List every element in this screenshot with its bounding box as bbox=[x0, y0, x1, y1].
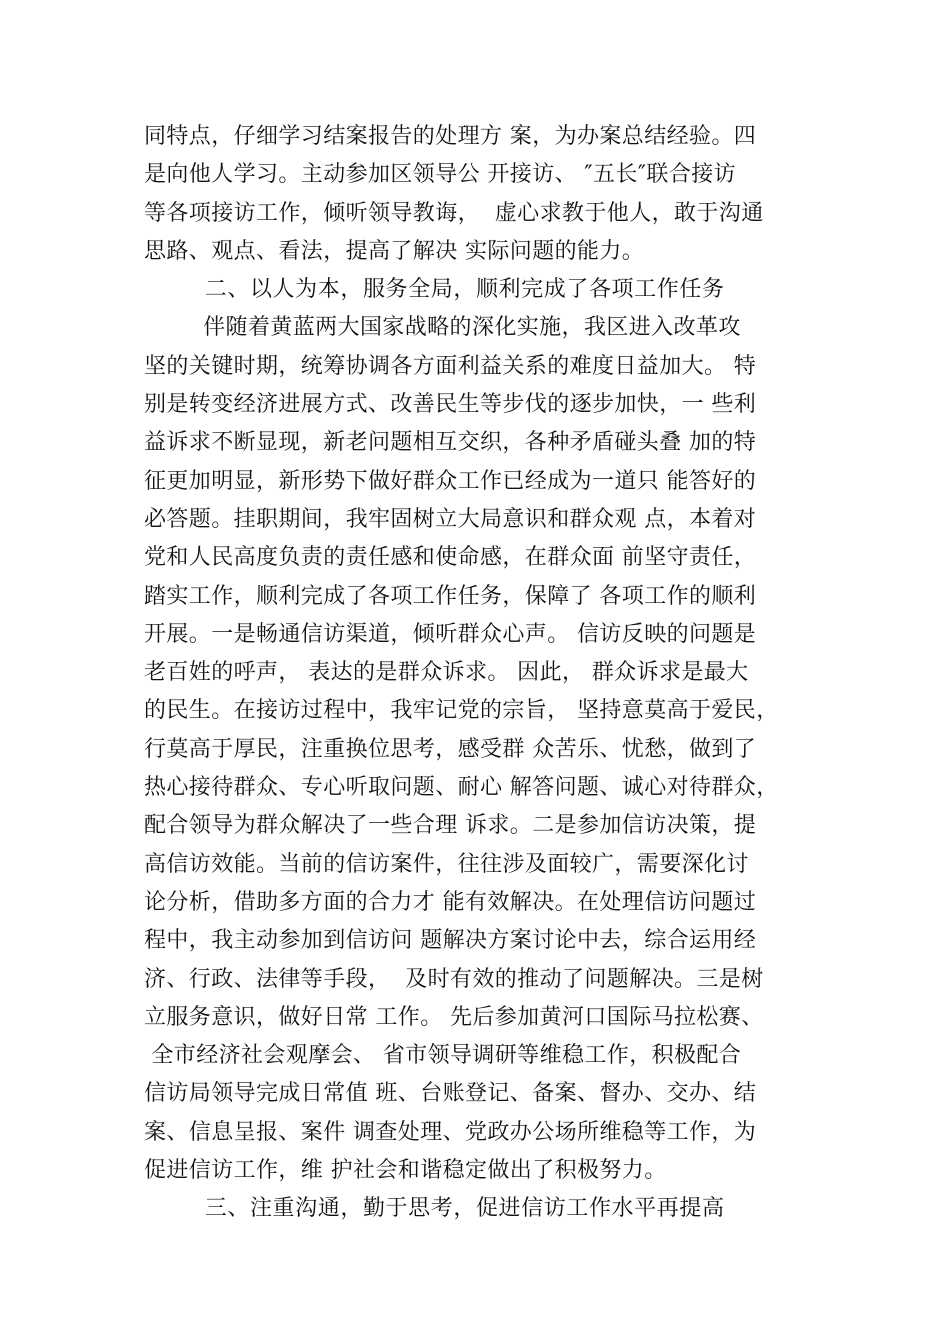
text-line: 征更加明显，新形势下做好群众工作已经成为一道只 能答好的 bbox=[144, 468, 757, 494]
text-line: 的民生。在接访过程中，我牢记党的宗旨， 坚持意莫高于爱民， bbox=[144, 698, 779, 724]
text-line: 伴随着黄蓝两大国家战略的深化实施，我区进入改革攻 bbox=[144, 315, 741, 341]
text-line: 行莫高于厚民，注重换位思考，感受群 众苦乐、忧愁，做到了 bbox=[144, 736, 757, 762]
text-line: 开展。一是畅通信访渠道，倾听群众心声。 信访反映的问题是 bbox=[144, 621, 757, 647]
text-line: 党和人民高度负责的责任感和使命感，在群众面 前坚守责任， bbox=[144, 545, 757, 571]
text-line: 是向他人学习。主动参加区领导公 开接访、 ″五长″联合接访 bbox=[144, 162, 737, 188]
text-line: 济、行政、法律等手段， 及时有效的推动了问题解决。三是树 bbox=[144, 966, 764, 992]
text-line: 老百姓的呼声， 表达的是群众诉求。 因此， 群众诉求是最大 bbox=[144, 660, 749, 686]
text-line: 全市经济社会观摩会、 省市领导调研等维稳工作，积极配合 bbox=[144, 1043, 742, 1069]
text-line: 坚的关键时期，统筹协调各方面利益关系的难度日益加大。 特 bbox=[144, 353, 757, 379]
text-line: 必答题。挂职期间，我牢固树立大局意识和群众观 点，本着对 bbox=[144, 506, 757, 532]
text-line: 信访局领导完成日常值 班、台账登记、备案、督办、交办、结 bbox=[144, 1081, 757, 1107]
text-line: 配合领导为群众解决了一些合理 诉求。二是参加信访决策，提 bbox=[144, 813, 757, 839]
body-text bbox=[144, 118, 824, 1229]
section-heading-2: 二、以人为本，服务全局，顺利完成了各项工作任务 bbox=[144, 277, 725, 303]
text-line: 踏实工作，顺利完成了各项工作任务，保障了 各项工作的顺利 bbox=[144, 583, 757, 609]
text-line: 高信访效能。当前的信访案件，往往涉及面较广，需要深化讨 bbox=[144, 851, 749, 877]
section-heading-3: 三、注重沟通，勤于思考，促进信访工作水平再提高 bbox=[144, 1196, 725, 1222]
text-line: 同特点，仔细学习结案报告的处理方 案，为办案总结经验。四 bbox=[144, 124, 757, 149]
text-line: 别是转变经济进展方式、改善民生等步伐的逐步加快，一 些利 bbox=[144, 392, 757, 418]
text-line: 程中，我主动参加到信访问 题解决方案讨论中去，综合运用经 bbox=[144, 928, 757, 954]
text-line: 等各项接访工作，倾听领导教诲， 虚心求教于他人，敢于沟通 bbox=[144, 200, 764, 226]
text-line: 论分析，借助多方面的合力才 能有效解决。在处理信访问题过 bbox=[144, 889, 757, 915]
text-line: 促进信访工作，维 护社会和谐稳定做出了积极努力。 bbox=[144, 1158, 667, 1184]
text-line: 思路、观点、看法，提高了解决 实际问题的能力。 bbox=[144, 238, 645, 264]
text-line: 案、信息呈报、案件 调查处理、党政办公场所维稳等工作，为 bbox=[144, 1119, 757, 1145]
text-line: 热心接待群众、专心听取问题、耐心 解答问题、诚心对待群众， bbox=[144, 775, 779, 801]
text-line: 益诉求不断显现，新老问题相互交织，各种矛盾碰头叠 加的特 bbox=[144, 430, 757, 456]
text-line: 立服务意识，做好日常 工作。 先后参加黄河口国际马拉松赛、 bbox=[144, 1004, 764, 1030]
